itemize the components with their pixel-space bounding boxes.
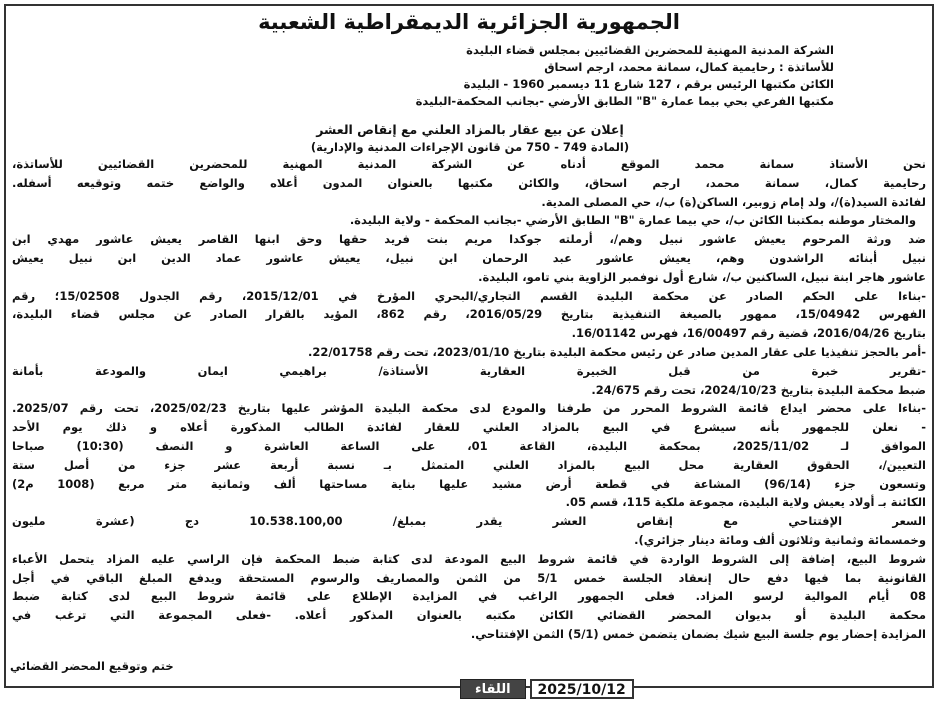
body-line: الفهرس 15/04942، ممهور بالصيغة التنفيذية بتاريخ 2016/05/29، رقم 862، المؤيد بالقرار الصادر عن مجلس قضاء البليدة، [12, 307, 926, 322]
body-line: وتسعون جزء (96/14) المشاعة في قطعة أرض مشيد عليها بناية مساحتها ألف وثمانية متر مربع (1008 م2) [12, 476, 926, 491]
body-line: القانونية بما فيها دفع حال إنعقاد الجلسة خمس 5/1 من الثمن والمصاريف والرسوم المستحقة ويدفع المبلغ الباقي في أجل [12, 570, 926, 585]
body-line: نحن الأستاذ سمانة محمد الموقع أدناه عن الشركة المدنية المهنية للمحضرين القضائيين للأساتذة، [12, 157, 926, 171]
body-line: رحايمية كمال، سمانة محمد، ارجم اسحاق، والكائن مكتبها بالعنوان المدون أعلاه والواضع ختمه وتوقيعه أسفله. [12, 175, 926, 190]
signature-label: ختم وتوقيع المحضر القضائي [10, 659, 174, 673]
body-line: -تقرير خبرة من قبل الخبيرة العقارية الأستاذة/ براهيمي ايمان والمودعة بأمانة [12, 363, 926, 378]
body-line: -بناءا على الحكم الصادر عن محكمة البليدة القسم التجاري/البحري المؤرخ في 2015/12/01، رقم الجدول 15/02508؛ رقم [12, 288, 926, 303]
body-line: 08 أيام الموالية لرسو المزاد. فعلى الجمهور الراغب في المزايدة الإطلاع على قائمة شروط البيع لدى كتابة ضبط [12, 589, 926, 604]
header-line: للأساتذة : رحايمية كمال، سمانة محمد، ارجم اسحاق [544, 60, 834, 74]
body-line: -بناءا على محضر ايداع قائمة الشروط المحرر من طرفنا والمودع لدى محكمة البليدة المؤشر عليها بتاريخ 2025/02/23، تحت رقم 2025/07. [12, 401, 926, 416]
body-line: بتاريخ 2016/04/26، قضية رقم 16/00497، فهرس 16/01142. [571, 326, 926, 341]
body-line: نبيل أبنائه الراشدون وهم، يعيش عاشور عبد الرحمان ابن نبيل، يعيش عاشور عماد الدين ابن نبيل يعيش [12, 251, 926, 265]
newspaper-footer [460, 679, 634, 699]
body-line: الكائنة بـ أولاد يعيش ولاية البليدة، مجموعة ملكية 115، قسم 05. [565, 495, 926, 510]
body-line: محكمة البليدة أو بديوان المحضر القضائي الكائن مكتبه بالعنوان المذكور أعلاه. -فعلى المجموعة التي ترغب في [12, 608, 926, 623]
body-line: وخمسمائة وثمانية وثلاثون ألف ومائة دينار جزائري). [634, 533, 926, 547]
body-line: ضبط محكمة البليدة بتاريخ 2024/10/23، تحت رقم 24/675. [591, 382, 926, 397]
body-line: شروط البيع، إضافة إلى الشروط الواردة في قائمة شروط البيع المودعة لدى كتابة ضبط المحكمة فإن الراسي عليه المزاد يتحمل الأعباء [12, 551, 926, 566]
body-line: - نعلن للجمهور بأنه سيشرع في البيع بالمزاد العلني للعقار لفائدة الطالب المذكورة أعلاه و ذلك يوم الأحد [12, 420, 926, 435]
body-line: -أمر بالحجز تنفيذيا على عقار المدين صادر عن رئيس محكمة البليدة بتاريخ 2023/01/10، تحت رقم 22/01758. [307, 345, 926, 359]
body-line: عاشور هاجر ابنة نبيل، الساكنين ب/، شارع أول نوفمبر الزاوية بني تامو، البليدة. [478, 269, 926, 284]
body-line: لفائدة السيد(ة)/، ولد إمام زوبير، الساكن(ة) ب/، حي المصلى المدية. [541, 194, 926, 209]
page-title: الجمهورية الجزائرية الديمقراطية الشعبية [258, 10, 680, 34]
body-line: ضد ورثة المرحوم يعيش عاشور نبيل وهم/، أرملته جوكدا مريم بنت فريد حقها وحق ابنها القاصر يعيش عاشور مهدي ابن [12, 232, 926, 247]
publication-date: 2025/10/12 [530, 679, 634, 699]
header-line: الشركة المدنية المهنية للمحضرين القضائيين بمجلس قضاء البليدة [466, 43, 834, 57]
announcement-heading: إعلان عن بيع عقار بالمزاد العلني مع إنقاص العشر [316, 122, 624, 137]
body-line: التعيين/، الحقوق العقارية محل البيع بالمزاد العلني المتمثل بـ نسبة أربعة عشر جزء من أصل ستة [12, 457, 926, 472]
header-line: مكتبها الفرعي بحي بيما عمارة "B" الطابق الأرضي -بجانب المحكمة-البليدة [415, 94, 834, 108]
newspaper-name: اللقاء [460, 679, 526, 699]
header-line: الكائن مكتبها الرئيس برقم ، 127 شارع 11 ديسمبر 1960 - البليدة [463, 77, 834, 91]
announcement-subheading: (المادة 749 - 750 من قانون الإجراءات المدنية والإدارية) [310, 140, 630, 154]
body-line: السعر الإفتتاحي مع إنقاص العشر يقدر بمبلغ/ 10.538.100,00 دج (عشرة مليون [12, 514, 926, 529]
body-line: الموافق لـ 2025/11/02، بمحكمة البليدة، القاعة 01، على الساعة العاشرة و النصف (10:30) صباحا [12, 439, 926, 453]
body-line: والمختار موطنه بمكتبنا الكائن ب/، حي بيما عمارة "B" الطابق الأرضي -بجانب المحكمة - ولاية البليدة. [349, 213, 916, 228]
body-line: المزايدة إحضار يوم جلسة البيع شيك بضمان يتضمن خمس (5/1) الثمن الإفتتاحي. [470, 627, 926, 641]
